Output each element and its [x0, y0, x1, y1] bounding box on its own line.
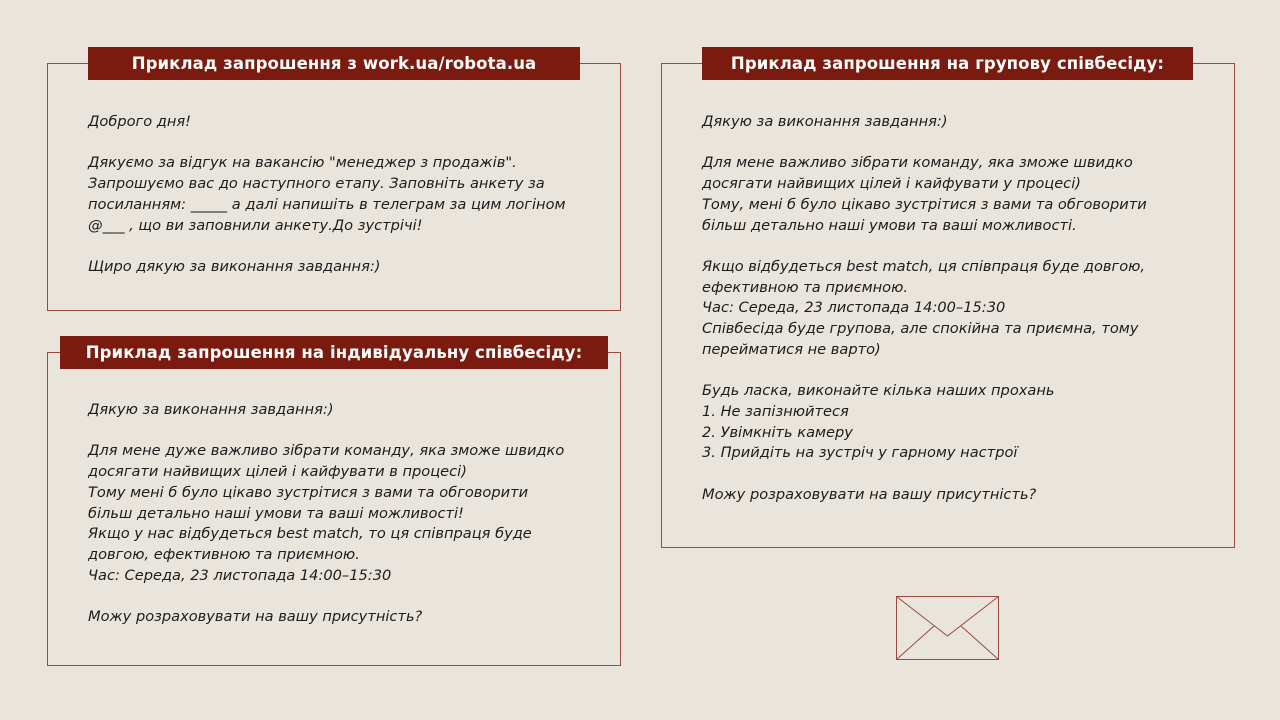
body-line: Тому мені б було цікаво зустрітися з вами та обговорити — [88, 483, 529, 501]
body-line: Час: Середа, 23 листопада 14:00–15:30 — [702, 299, 1006, 317]
body-line: Будь ласка, виконайте кілька наших прохань — [702, 382, 1055, 400]
body-line: довгою, ефективною та приємною. — [88, 545, 360, 563]
body-line: Якщо у нас відбудеться best match, то ця співпраця буде — [88, 525, 532, 543]
body-line: Дякуємо за відгук на вакансію "менеджер з продажів". — [88, 154, 517, 172]
body-line: Можу розраховувати на вашу присутність? — [88, 608, 423, 625]
body-line: 2. Увімкніть камеру — [702, 423, 853, 441]
body-line: посиланням: _____ а далі напишіть в телеграм за цим логіном — [88, 195, 566, 213]
envelope-icon — [896, 596, 999, 660]
body-line: Дякую за виконання завдання:) — [88, 401, 334, 418]
card-title-individual: Приклад запрошення на індивідуальну співбесіду: — [60, 336, 608, 369]
body-line — [88, 236, 608, 257]
body-line: Запрошуємо вас до наступного етапу. Заповніть анкету за — [88, 175, 545, 193]
body-line — [88, 421, 608, 442]
body-line — [88, 133, 608, 154]
body-line — [702, 360, 1222, 381]
body-line — [702, 236, 1222, 257]
card-title-workua: Приклад запрошення з work.ua/robota.ua — [88, 47, 580, 80]
body-line: 3. Прийдіть на зустріч у гарному настрої — [702, 444, 1018, 462]
body-line: 1. Не запізнюйтеся — [702, 402, 849, 420]
body-line — [702, 464, 1222, 485]
body-line: Співбесіда буде групова, але спокійна та приємна, тому — [702, 320, 1139, 337]
card-body-workua — [88, 112, 608, 278]
body-line: Якщо відбудеться best match, ця співпраця буде довгою, — [702, 257, 1146, 275]
body-line — [88, 586, 608, 607]
body-line — [702, 133, 1222, 154]
card-body-group — [702, 112, 1222, 505]
body-line: Щиро дякую за виконання завдання:) — [88, 257, 381, 275]
body-line: Для мене важливо зібрати команду, яка зможе швидко — [702, 154, 1133, 172]
body-line: @___ , що ви заповнили анкету.До зустрічі! — [88, 216, 423, 234]
body-line: Для мене дуже важливо зібрати команду, яка зможе швидко — [88, 442, 565, 460]
body-line: ефективною та приємною. — [702, 278, 909, 296]
card-body-individual — [88, 400, 608, 628]
body-line: перейматися не варто) — [702, 340, 881, 358]
card-title-group: Приклад запрошення на групову співбесіду: — [702, 47, 1193, 80]
body-line: Можу розраховувати на вашу присутність? — [702, 485, 1037, 503]
body-line: досягати найвищих цілей і кайфувати у процесі) — [702, 175, 1081, 193]
body-line: досягати найвищих цілей і кайфувати в процесі) — [88, 463, 467, 481]
body-line: Доброго дня! — [88, 113, 192, 130]
body-line: Час: Середа, 23 листопада 14:00–15:30 — [88, 566, 392, 584]
body-line: Тому, мені б було цікаво зустрітися з вами та обговорити — [702, 195, 1147, 213]
body-line: Дякую за виконання завдання:) — [702, 113, 948, 130]
body-line: більш детально наші умови та ваші можливості. — [702, 216, 1077, 234]
body-line: більш детально наші умови та ваші можливості! — [88, 504, 464, 522]
